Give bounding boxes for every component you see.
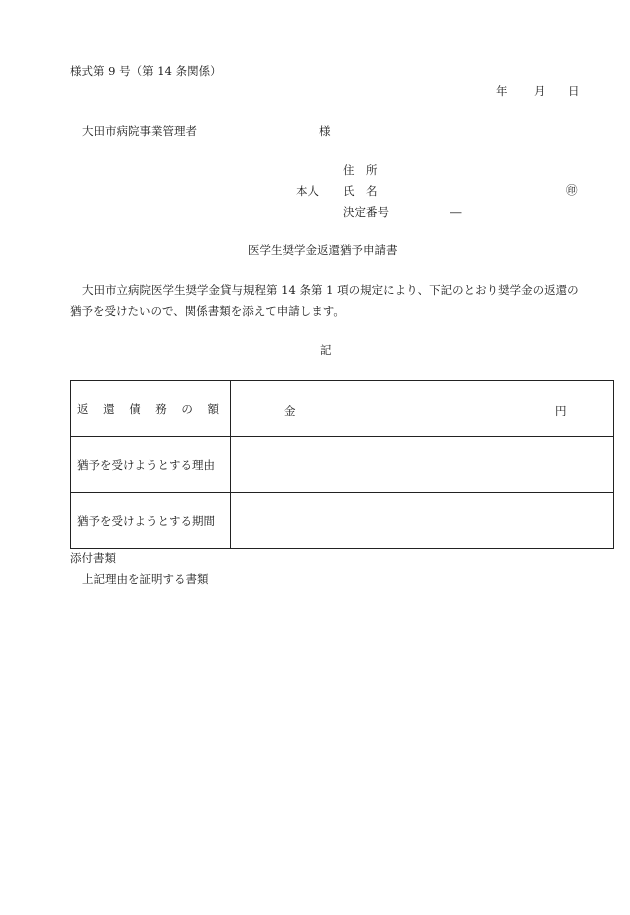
decision-number-label: 決定番号 [343, 205, 389, 219]
attachments-item: 上記理由を証明する書類 [82, 572, 209, 586]
addressee-name: 大田市病院事業管理者 [82, 124, 197, 138]
table-row-deferral-period [71, 493, 614, 549]
document-title: 医学生奨学金返還猶予申請書 [248, 243, 398, 257]
yen-label: 円 [555, 404, 567, 418]
date-year-label: 年 [496, 84, 508, 98]
repayment-amount-field[interactable] [231, 381, 614, 437]
table-row-repayment-amount [71, 381, 614, 437]
table-row-deferral-reason [71, 437, 614, 493]
addressee-honorific: 様 [319, 124, 331, 138]
date-month-label: 月 [534, 84, 546, 98]
decision-number-dash: ― [450, 205, 462, 219]
label-char: 返 [77, 401, 89, 416]
application-table [70, 380, 614, 549]
kin-label: 金 [284, 404, 296, 418]
label-char: 還 [103, 401, 115, 416]
applicant-heading: 本人 [296, 184, 319, 198]
deferral-period-field[interactable] [231, 493, 614, 549]
ki-heading: 記 [320, 343, 332, 357]
deferral-reason-label: 猶予を受けようとする理由 [71, 437, 231, 493]
repayment-amount-label [71, 381, 231, 437]
date-day-label: 日 [568, 84, 580, 98]
name-label: 氏 名 [343, 184, 378, 198]
seal-mark: ㊞ [566, 183, 578, 197]
attachments-heading: 添付書類 [70, 551, 116, 565]
address-label: 住 所 [343, 163, 378, 177]
label-char: 額 [207, 401, 219, 416]
body-paragraph: 大田市立病院医学生奨学金貸与規程第 14 条第 1 項の規定により、下記のとおり奨学金の返還の猶予を受けたいので、関係書類を添えて申請します。 [70, 283, 579, 318]
deferral-reason-field[interactable] [231, 437, 614, 493]
deferral-period-label: 猶予を受けようとする期間 [71, 493, 231, 549]
label-char: 債 [129, 401, 141, 416]
label-char: 務 [155, 401, 167, 416]
label-char: の [181, 401, 193, 416]
form-number: 様式第 9 号（第 14 条関係） [70, 64, 222, 78]
